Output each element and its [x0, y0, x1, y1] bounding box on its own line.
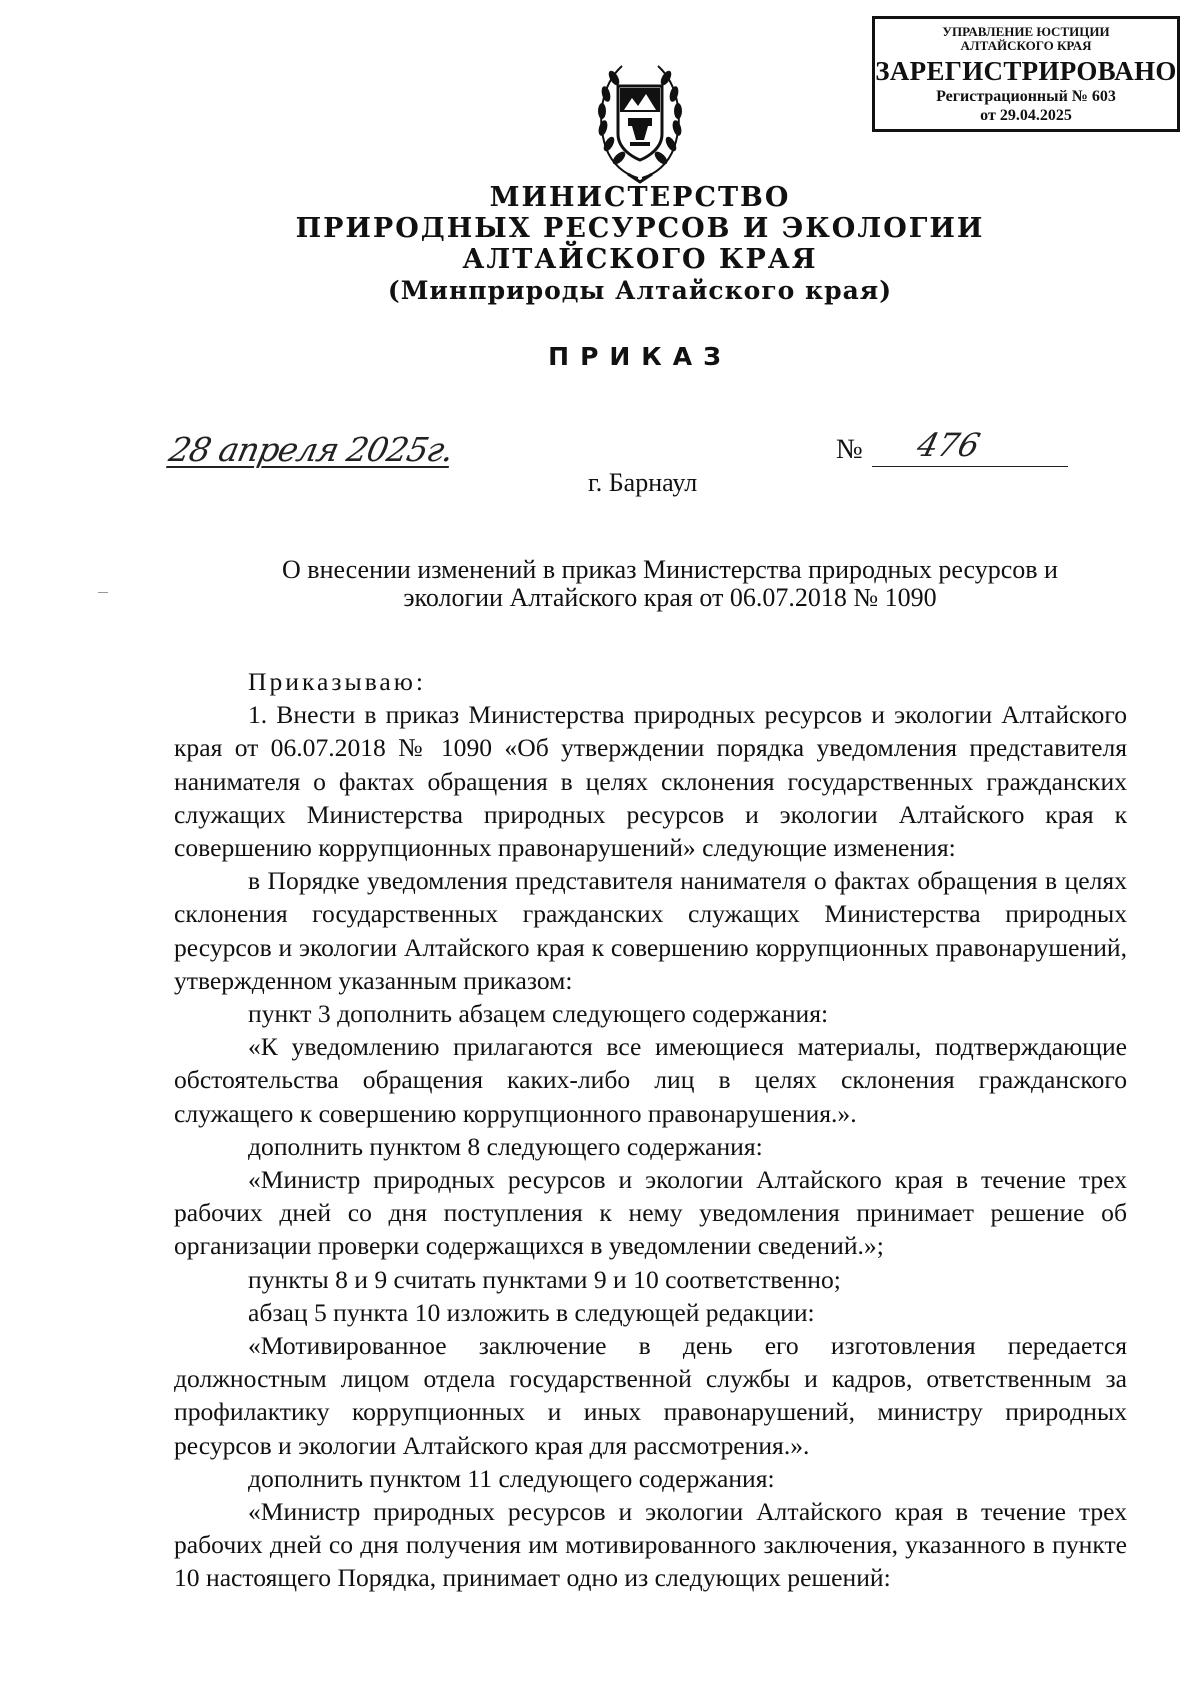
- paragraph: «Мотивированное заключение в день его изготовления передается должностным лицом отдела государственной службы и кадров, ответственным за профилактику коррупционных и иных правонарушений, министру природных ресурсов и экологии Алтайского края для рассмотрения.».: [174, 1331, 1127, 1460]
- header-line-ministry: МИНИСТЕРСТВО: [489, 182, 791, 213]
- paragraph: дополнить пунктом 11 следующего содержания:: [248, 1463, 775, 1493]
- paragraph: «Министр природных ресурсов и экологии Алтайского края в течение трех рабочих дней со дня поступления к нему уведомления принимает решение об организации проверки содержащихся в уведомлении сведений.»;: [174, 1165, 1127, 1261]
- number-underline: [872, 466, 1068, 467]
- header-short-name: (Минприроды Алтайского края): [387, 276, 893, 305]
- paragraph-order: Приказываю:: [248, 667, 427, 696]
- stamp-reg-date: от 29.04.2025: [980, 107, 1072, 124]
- registration-stamp: [872, 16, 1180, 132]
- paragraph: «Министр природных ресурсов и экологии Алтайского края в течение трех рабочих дней со дня получения им мотивированного заключения, указанного в пункте 10 настоящего Порядка, принимает одно из следующих решений:: [174, 1497, 1127, 1593]
- coat-of-arms-emblem: [588, 56, 692, 186]
- paragraph: пункт 3 дополнить абзацем следующего содержания:: [248, 999, 829, 1029]
- handwritten-date: 28 апреля 2025г.: [165, 430, 457, 469]
- document-subject: [230, 556, 1110, 612]
- header-line-region: АЛТАЙСКОГО КРАЯ: [462, 244, 818, 275]
- document-type-title: ПРИКАЗ: [548, 342, 732, 371]
- paragraph: пункты 8 и 9 считать пунктами 9 и 10 соответственно;: [248, 1264, 841, 1294]
- paragraph: дополнить пунктом 8 следующего содержания:: [248, 1131, 763, 1161]
- paragraph: 1. Внести в приказ Министерства природных ресурсов и экологии Алтайского края от 06.07.2018 № 1090 «Об утверждении порядка уведомления представителя нанимателя о фактах обращения в целях склонения государственных гражданских служащих Министерства природных ресурсов и экологии Алтайского края к совершению коррупционных правонарушений» следующие изменения:: [174, 700, 1127, 863]
- stamp-org-line2: АЛТАЙСКОГО КРАЯ: [960, 38, 1092, 53]
- stamp-reg-number: Регистрационный № 603: [936, 88, 1116, 105]
- handwritten-number: 476: [913, 426, 984, 464]
- paragraph: «К уведомлению прилагаются все имеющиеся материалы, подтверждающие обстоятельства обращения каких-либо лиц в целях склонения гражданского служащего к совершению коррупционного правонарушения.».: [174, 1032, 1127, 1128]
- document-body: [174, 665, 1127, 1595]
- margin-mark: [98, 592, 108, 593]
- stamp-org-line1: УПРАВЛЕНИЕ ЮСТИЦИИ: [942, 24, 1110, 39]
- subject-line-1: О внесении изменений в приказ Министерства природных ресурсов и: [282, 555, 1058, 584]
- city-name: г. Барнаул: [588, 468, 698, 497]
- header-line-resources: ПРИРОДНЫХ РЕСУРСОВ И ЭКОЛОГИИ: [295, 213, 985, 244]
- stamp-status: ЗАРЕГИСТРИРОВАНО: [875, 56, 1177, 86]
- paragraph: в Порядке уведомления представителя нанимателя о фактах обращения в целях склонения государственных гражданских служащих Министерства природных ресурсов и экологии Алтайского края к совершению коррупционных правонарушений, утвержденном указанным приказом:: [174, 866, 1127, 995]
- ministry-header: [0, 182, 1200, 306]
- paragraph: абзац 5 пункта 10 изложить в следующей редакции:: [248, 1297, 815, 1327]
- number-label: №: [836, 434, 863, 465]
- subject-line-2: экологии Алтайского края от 06.07.2018 № 1090: [403, 583, 937, 612]
